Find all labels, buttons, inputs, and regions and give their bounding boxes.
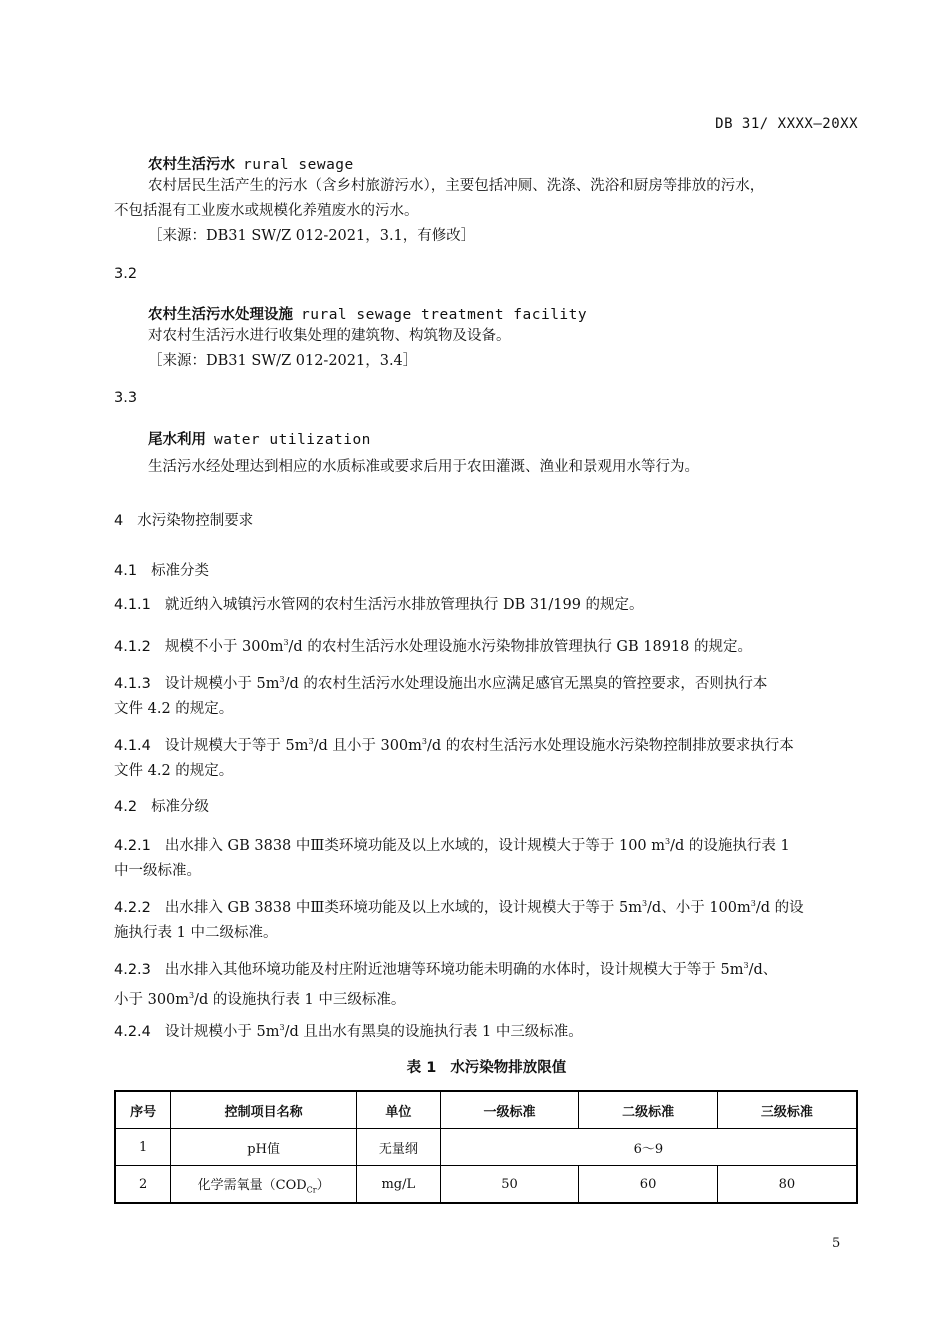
clause-text-cont: 施执行表 1 中二级标准。 [114, 924, 278, 941]
clause-text-cont: 小于 300m [114, 991, 190, 1008]
clause-number: 4.2.4 [114, 1023, 151, 1040]
clause-number: 4.2.3 [114, 961, 151, 978]
clause-text: /d、 [748, 961, 778, 978]
cell-unit: 无量纲 [356, 1129, 440, 1166]
clause-text: 规模不小于 300m [164, 638, 284, 655]
cell-grade-1: 50 [440, 1166, 579, 1204]
table-header-row [115, 1091, 857, 1129]
cell-grade-2: 60 [579, 1166, 718, 1204]
clause-text: /d 的设 [755, 899, 804, 916]
clause-4-2-2 [114, 891, 859, 946]
term-definition: 农村居民生活产生的污水（含乡村旅游污水），主要包括冲厕、洗涤、洗浴和厨房等排放的污水， [148, 178, 765, 194]
superscript: 3 [665, 837, 671, 846]
term-title-rural-sewage [148, 153, 354, 174]
superscript: 3 [308, 737, 314, 746]
clause-text: 设计规模小于 5m [164, 675, 280, 692]
cell-merged-value: 6～9 [440, 1129, 857, 1166]
header-grade-1: 一级标准 [440, 1091, 579, 1129]
clause-text: /d 且出水有黑臭的设施执行表 1 中三级标准。 [284, 1023, 583, 1040]
term-en: rural sewage [243, 157, 354, 173]
clause-number: 4.1.2 [114, 638, 151, 655]
superscript: 3 [189, 990, 195, 1000]
clause-4-1-4 [114, 729, 859, 784]
table-row [115, 1129, 857, 1166]
table-title: 水污染物排放限值 [450, 1060, 567, 1076]
section-number: 4 [114, 513, 124, 529]
superscript: 3 [750, 899, 756, 908]
cell-item-text: ） [316, 1177, 330, 1193]
clause-text-cont: /d 的设施执行表 1 中三级标准。 [194, 991, 406, 1008]
clause-text: /d 且小于 300m [313, 737, 422, 754]
superscript: 3 [279, 675, 285, 684]
cell-grade-3: 80 [717, 1166, 857, 1204]
superscript: 3 [279, 1023, 285, 1032]
clause-text: /d 的设施执行表 1 [670, 837, 790, 854]
term-number: 3.3 [114, 390, 138, 406]
term-number: 3.2 [114, 266, 138, 282]
term-definition: 对农村生活污水进行收集处理的建筑物、构筑物及设备。 [148, 328, 511, 344]
clause-4-1-3 [114, 667, 859, 722]
section-title: 标准分级 [151, 799, 210, 815]
clause-text: 设计规模大于等于 5m [164, 737, 309, 754]
document-code-header: DB 31/ XXXX—20XX [715, 116, 858, 132]
page-number: 5 [832, 1236, 841, 1251]
pollutant-limits-table [114, 1090, 858, 1204]
term-definition: 生活污水经处理达到相应的水质标准或要求后用于农田灌溉、渔业和景观用水等行为。 [148, 459, 699, 475]
table-row [115, 1166, 857, 1204]
clause-number: 4.1.1 [114, 597, 151, 613]
cell-no: 1 [115, 1129, 171, 1166]
term-cn: 尾水利用 [148, 432, 206, 448]
header-unit: 单位 [356, 1091, 440, 1129]
term-cn: 农村生活污水 [148, 157, 235, 173]
cell-no: 2 [115, 1166, 171, 1204]
subscript: Cr [306, 1185, 317, 1195]
clause-text: /d、小于 100m [647, 899, 751, 916]
cell-item [171, 1166, 357, 1204]
term-cn: 农村生活污水处理设施 [148, 307, 293, 323]
term-en: water utilization [214, 432, 371, 448]
term-definition-cont: 不包括混有工业废水或规模化养殖废水的污水。 [114, 203, 419, 219]
clause-4-1-1 [114, 593, 859, 618]
section-title: 标准分类 [151, 563, 210, 579]
section-heading-4-1 [114, 559, 209, 580]
table-label: 表 1 [406, 1060, 437, 1076]
term-title-water-utilization [148, 428, 371, 449]
table-caption [114, 1056, 859, 1077]
clause-text: 出水排入 GB 3838 中Ⅲ类环境功能及以上水域的，设计规模大于等于 100 m [164, 837, 665, 854]
section-heading-4-2 [114, 795, 209, 816]
section-title: 水污染物控制要求 [137, 513, 254, 529]
section-number: 4.1 [114, 563, 138, 579]
clause-text-cont: 文件 4.2 的规定。 [114, 700, 234, 717]
header-item: 控制项目名称 [171, 1091, 357, 1129]
clause-number: 4.1.4 [114, 737, 151, 754]
clause-4-1-2 [114, 630, 859, 660]
clause-text: 设计规模小于 5m [164, 1023, 280, 1040]
term-source: ［来源：DB31 SW/Z 012-2021，3.1，有修改］ [148, 228, 476, 244]
clause-text-cont: 文件 4.2 的规定。 [114, 762, 234, 779]
clause-text-cont: 中一级标准。 [114, 862, 201, 879]
superscript: 3 [283, 638, 289, 647]
header-no: 序号 [115, 1091, 171, 1129]
superscript: 3 [641, 899, 648, 908]
clause-4-2-4 [114, 1015, 859, 1045]
superscript: 3 [743, 961, 749, 970]
term-source: ［来源：DB31 SW/Z 012-2021，3.4］ [148, 353, 418, 369]
header-grade-3: 三级标准 [717, 1091, 857, 1129]
superscript: 3 [421, 737, 427, 746]
term-title-treatment-facility [148, 303, 587, 324]
clause-number: 4.2.1 [114, 837, 151, 854]
cell-unit: mg/L [356, 1166, 440, 1204]
clause-text: /d 的农村生活污水处理设施水污染物排放管理执行 GB 18918 的规定。 [288, 638, 753, 655]
clause-number: 4.1.3 [114, 675, 151, 692]
cell-item-text: 化学需氧量（COD [197, 1177, 307, 1193]
clause-text: 就近纳入城镇污水管网的农村生活污水排放管理执行 DB 31/199 的规定。 [164, 597, 644, 613]
cell-item: pH值 [171, 1129, 357, 1166]
term-en: rural sewage treatment facility [301, 307, 588, 323]
clause-4-2-3 [114, 953, 859, 1013]
section-heading-4 [114, 509, 253, 530]
section-number: 4.2 [114, 799, 138, 815]
clause-text: 出水排入其他环境功能及村庄附近池塘等环境功能未明确的水体时，设计规模大于等于 5m [164, 961, 744, 978]
header-grade-2: 二级标准 [579, 1091, 718, 1129]
clause-text: 出水排入 GB 3838 中Ⅲ类环境功能及以上水域的，设计规模大于等于 5m [164, 899, 642, 916]
clause-text: /d 的农村生活污水处理设施水污染物控制排放要求执行本 [427, 737, 794, 754]
clause-4-2-1 [114, 829, 859, 884]
clause-text: /d 的农村生活污水处理设施出水应满足感官无黑臭的管控要求，否则执行本 [284, 675, 768, 692]
clause-number: 4.2.2 [114, 899, 151, 916]
